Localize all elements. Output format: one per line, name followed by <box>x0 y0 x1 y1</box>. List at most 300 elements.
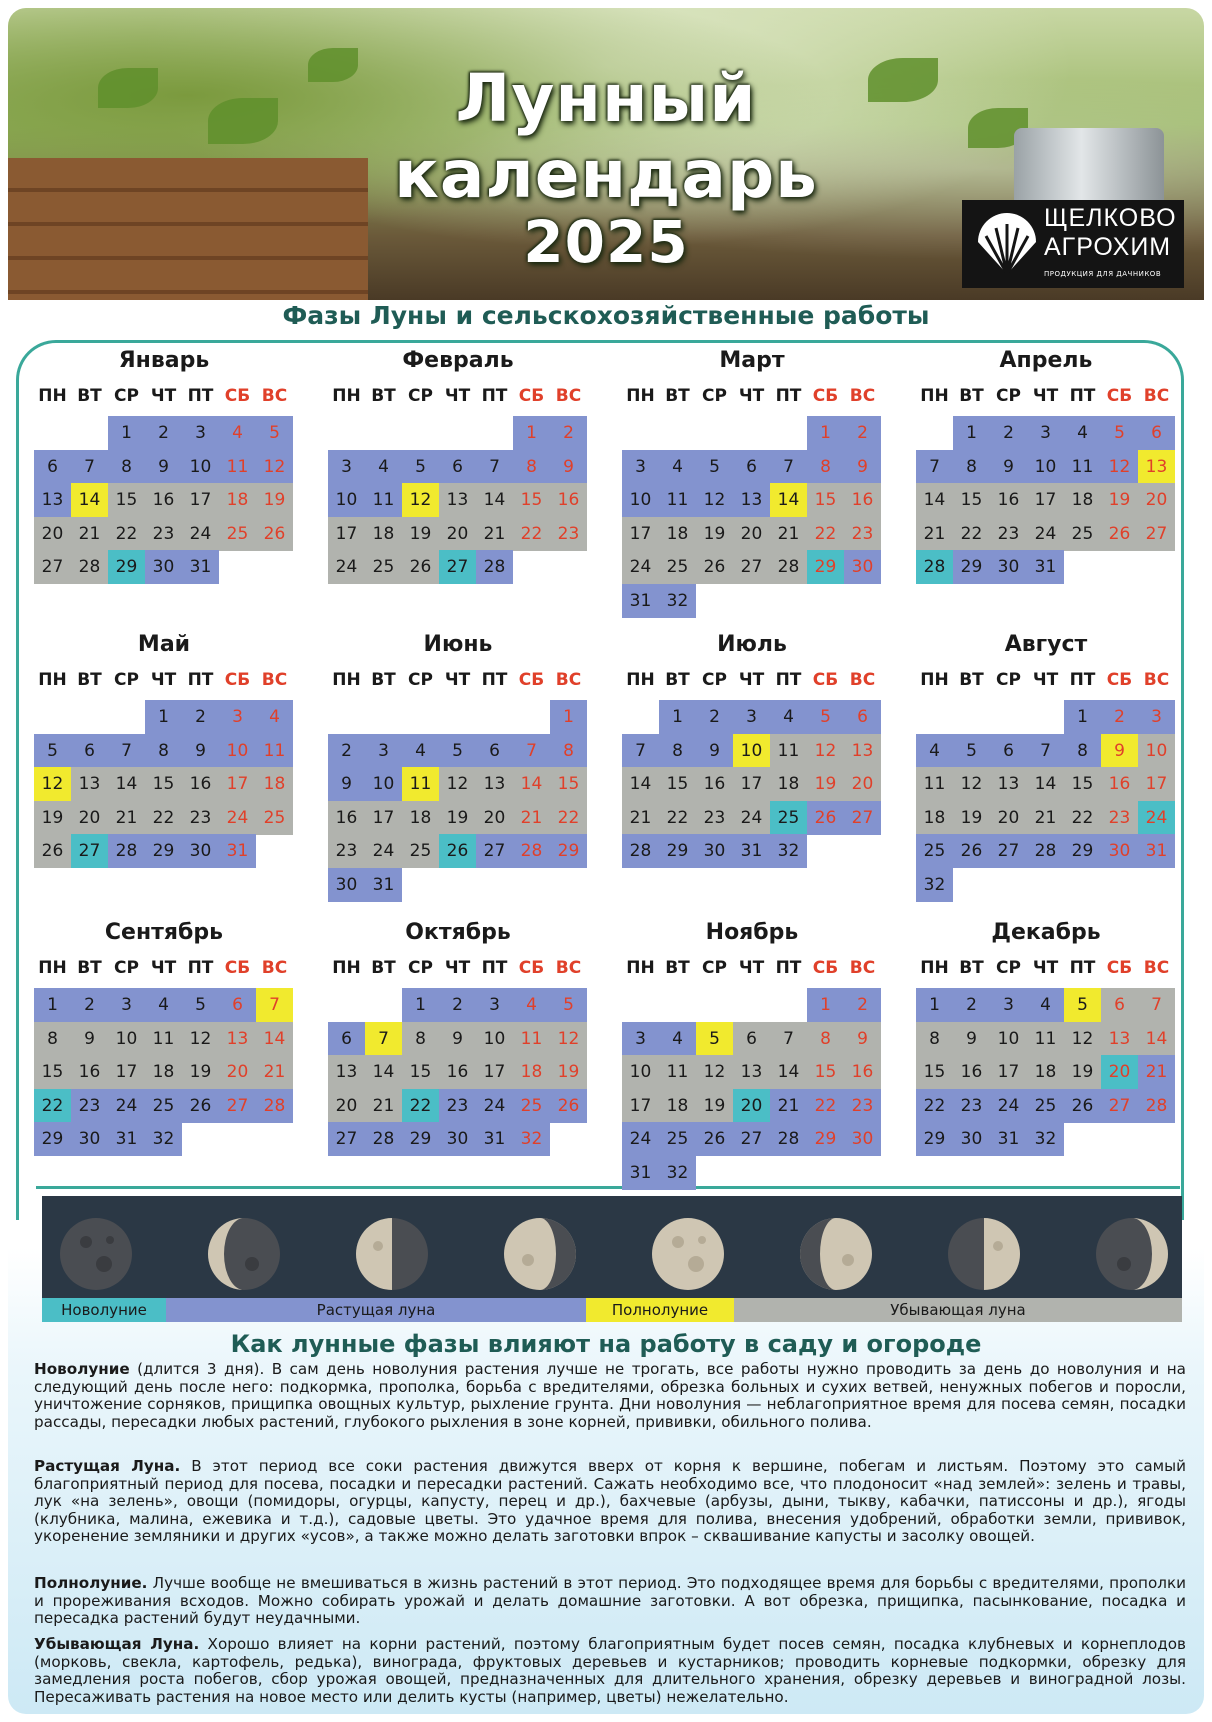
day-cell: 25 <box>145 1089 182 1123</box>
day-cell: 29 <box>34 1122 71 1156</box>
weekday-label: СБ <box>518 958 545 978</box>
day-cell: 30 <box>990 550 1027 584</box>
day-cell: 25 <box>916 834 953 868</box>
day-cell: 22 <box>550 801 587 835</box>
day-cell: 23 <box>696 801 733 835</box>
weekday-label: ЧТ <box>738 670 765 690</box>
day-cell: 7 <box>256 988 293 1022</box>
day-cell: 6 <box>71 734 108 768</box>
day-cell: 21 <box>476 517 513 551</box>
day-cell: 6 <box>733 450 770 484</box>
day-cell: 13 <box>439 483 476 517</box>
weekday-label: ПН <box>332 958 361 978</box>
day-cell: 28 <box>365 1122 402 1156</box>
full-moon-icon <box>650 1216 726 1292</box>
day-cell: 7 <box>1027 734 1064 768</box>
day-cell: 18 <box>365 517 402 551</box>
day-cell: 23 <box>844 517 881 551</box>
weekday-label: ЧТ <box>1032 386 1059 406</box>
day-cell: 23 <box>550 517 587 551</box>
day-cell: 11 <box>770 734 807 768</box>
day-cell: 25 <box>1027 1089 1064 1123</box>
day-cell: 31 <box>182 550 219 584</box>
weekday-label: СБ <box>518 386 545 406</box>
day-cell: 13 <box>733 483 770 517</box>
day-cell: 31 <box>1138 834 1175 868</box>
day-cell: 21 <box>1138 1055 1175 1089</box>
day-cell: 21 <box>513 801 550 835</box>
weekday-label: ПН <box>626 958 655 978</box>
day-cell: 8 <box>1064 734 1101 768</box>
day-cell: 9 <box>145 450 182 484</box>
weekday-label: ПТ <box>187 386 214 406</box>
weekday-label: ЧТ <box>150 386 177 406</box>
weekday-label: ВС <box>555 670 582 690</box>
day-cell: 8 <box>659 734 696 768</box>
weekday-header <box>34 670 294 694</box>
day-cell: 20 <box>990 801 1027 835</box>
weekday-label: ВС <box>261 670 288 690</box>
day-cell: 26 <box>1101 517 1138 551</box>
day-cell: 1 <box>659 700 696 734</box>
day-cell: 27 <box>328 1122 365 1156</box>
day-cell: 2 <box>71 988 108 1022</box>
day-cell: 21 <box>256 1055 293 1089</box>
day-cell: 17 <box>622 517 659 551</box>
day-cell: 14 <box>1027 767 1064 801</box>
weekday-label: ПН <box>626 670 655 690</box>
day-cell: 19 <box>439 801 476 835</box>
day-cell: 20 <box>1101 1055 1138 1089</box>
day-cell: 7 <box>622 734 659 768</box>
month-name: Август <box>1004 632 1088 657</box>
day-cell: 28 <box>71 550 108 584</box>
weekday-label: ВС <box>1143 958 1170 978</box>
day-cell: 18 <box>770 767 807 801</box>
month-name: Март <box>719 348 785 373</box>
day-cell: 11 <box>145 1022 182 1056</box>
day-cell: 28 <box>916 550 953 584</box>
weekday-label: ВС <box>555 386 582 406</box>
day-cell: 19 <box>807 767 844 801</box>
weekday-label: СБ <box>224 670 251 690</box>
day-cell: 14 <box>71 483 108 517</box>
day-cell: 7 <box>476 450 513 484</box>
day-cell: 15 <box>34 1055 71 1089</box>
paragraph-waxing <box>34 1458 1186 1546</box>
day-cell: 8 <box>550 734 587 768</box>
day-cell: 11 <box>402 767 439 801</box>
day-cell: 30 <box>439 1122 476 1156</box>
day-cell: 20 <box>1138 483 1175 517</box>
day-cell: 12 <box>807 734 844 768</box>
day-cell: 28 <box>1027 834 1064 868</box>
day-cell: 3 <box>733 700 770 734</box>
month-name: Январь <box>118 348 210 373</box>
paragraph-text: (длится 3 дня). В сам день новолуния растения лучше не трогать, все работы нужно проводить за день до новолуния и на следующий день после него: подкормка, прополка, борьба с вредителями, обрезка больных и сухих ветвей, ненужных побегов и поросли, уничтожение сорняков, прищипка овощных культур, рыхление грунта. Дни новолуния — неблагоприятное время для посева семян, посадки рассады, пересадки любых растений, глубокого рыхления в зоне корней, прививки, обильного полива. <box>34 1360 1186 1431</box>
day-cell: 20 <box>476 801 513 835</box>
day-cell: 5 <box>439 734 476 768</box>
weekday-label: ПТ <box>481 386 508 406</box>
day-cell: 7 <box>770 1022 807 1056</box>
day-cell: 15 <box>145 767 182 801</box>
calendar-page <box>8 8 1204 1714</box>
day-cell: 11 <box>1064 450 1101 484</box>
day-cell: 1 <box>953 416 990 450</box>
day-cell: 22 <box>145 801 182 835</box>
day-cell: 9 <box>696 734 733 768</box>
weekday-label: ПТ <box>775 958 802 978</box>
day-cell: 18 <box>513 1055 550 1089</box>
day-cell: 2 <box>439 988 476 1022</box>
weekday-header <box>34 386 294 410</box>
day-cell: 13 <box>844 734 881 768</box>
day-cell: 23 <box>439 1089 476 1123</box>
day-cell: 6 <box>34 450 71 484</box>
day-cell: 25 <box>365 550 402 584</box>
weekday-label: ПН <box>332 670 361 690</box>
logo-name-line-1: ЩЕЛКОВО <box>1044 204 1177 232</box>
day-cell: 14 <box>916 483 953 517</box>
legend-waning: Убывающая луна <box>734 1298 1182 1322</box>
day-cell: 4 <box>513 988 550 1022</box>
weekday-header <box>916 386 1176 410</box>
day-cell: 23 <box>990 517 1027 551</box>
day-cell: 2 <box>328 734 365 768</box>
weekday-label: ВС <box>849 670 876 690</box>
day-cell: 13 <box>476 767 513 801</box>
day-cell: 4 <box>1027 988 1064 1022</box>
day-cell: 5 <box>807 700 844 734</box>
weekday-label: ВТ <box>665 670 690 690</box>
day-cell: 4 <box>1064 416 1101 450</box>
day-cell: 10 <box>365 767 402 801</box>
day-cell: 1 <box>402 988 439 1022</box>
day-cell: 27 <box>990 834 1027 868</box>
weekday-label: ВС <box>555 958 582 978</box>
day-cell: 22 <box>807 517 844 551</box>
day-cell: 1 <box>513 416 550 450</box>
day-cell: 1 <box>550 700 587 734</box>
day-cell: 32 <box>770 834 807 868</box>
day-cell: 14 <box>365 1055 402 1089</box>
day-cell: 2 <box>550 416 587 450</box>
day-cell: 27 <box>476 834 513 868</box>
weekday-label: СР <box>114 670 139 690</box>
brand-logo <box>962 200 1184 288</box>
day-cell: 16 <box>71 1055 108 1089</box>
day-cell: 32 <box>513 1122 550 1156</box>
day-cell: 24 <box>622 550 659 584</box>
day-cell: 17 <box>108 1055 145 1089</box>
weekday-label: ВТ <box>371 670 396 690</box>
month-name: Июнь <box>423 632 493 657</box>
month-name: Ноябрь <box>705 920 799 945</box>
waxing-crescent-moon-icon <box>206 1216 282 1292</box>
day-cell: 3 <box>622 450 659 484</box>
last-quarter-moon-icon <box>946 1216 1022 1292</box>
weekday-label: ВТ <box>959 386 984 406</box>
day-cell: 4 <box>659 1022 696 1056</box>
waning-crescent-moon-icon <box>1094 1216 1170 1292</box>
weekday-label: ЧТ <box>738 958 765 978</box>
month-name: Октябрь <box>405 920 511 945</box>
day-cell: 14 <box>476 483 513 517</box>
day-cell: 4 <box>219 416 256 450</box>
weekday-header <box>328 386 588 410</box>
weekday-label: ВС <box>261 386 288 406</box>
day-cell: 5 <box>34 734 71 768</box>
weekday-label: ВТ <box>665 386 690 406</box>
weekday-label: СР <box>702 670 727 690</box>
day-cell: 4 <box>916 734 953 768</box>
weekday-header <box>622 958 882 982</box>
paragraph-full-moon <box>34 1575 1186 1628</box>
day-cell: 21 <box>108 801 145 835</box>
day-cell: 15 <box>807 1055 844 1089</box>
day-cell: 17 <box>182 483 219 517</box>
waxing-gibbous-moon-icon <box>502 1216 578 1292</box>
day-cell: 24 <box>476 1089 513 1123</box>
day-cell: 20 <box>733 1089 770 1123</box>
weekday-label: СБ <box>518 670 545 690</box>
day-cell: 32 <box>145 1122 182 1156</box>
weekday-label: ЧТ <box>444 670 471 690</box>
day-cell: 31 <box>219 834 256 868</box>
day-cell: 24 <box>733 801 770 835</box>
weekday-label: ПН <box>332 386 361 406</box>
day-cell: 27 <box>219 1089 256 1123</box>
day-cell: 13 <box>219 1022 256 1056</box>
day-cell: 3 <box>990 988 1027 1022</box>
day-cell: 2 <box>182 700 219 734</box>
day-cell: 26 <box>439 834 476 868</box>
weekday-header <box>34 958 294 982</box>
weekday-label: СР <box>408 958 433 978</box>
day-cell: 4 <box>659 450 696 484</box>
day-cell: 12 <box>182 1022 219 1056</box>
paragraph-title: Растущая Луна. <box>34 1457 181 1475</box>
day-cell: 20 <box>328 1089 365 1123</box>
day-cell: 6 <box>219 988 256 1022</box>
day-cell: 29 <box>145 834 182 868</box>
day-cell: 9 <box>990 450 1027 484</box>
logo-tagline: ПРОДУКЦИЯ ДЛЯ ДАЧНИКОВ <box>1044 270 1162 278</box>
weekday-label: ВТ <box>77 670 102 690</box>
day-cell: 15 <box>513 483 550 517</box>
day-cell: 31 <box>733 834 770 868</box>
day-cell: 10 <box>1027 450 1064 484</box>
day-cell: 9 <box>550 450 587 484</box>
day-cell: 26 <box>696 1122 733 1156</box>
day-cell: 8 <box>108 450 145 484</box>
weekday-label: СР <box>408 670 433 690</box>
weekday-header <box>916 958 1176 982</box>
day-cell: 1 <box>807 988 844 1022</box>
weekday-label: ПТ <box>775 386 802 406</box>
day-cell: 9 <box>439 1022 476 1056</box>
day-cell: 18 <box>1027 1055 1064 1089</box>
day-cell: 1 <box>1064 700 1101 734</box>
day-cell: 5 <box>953 734 990 768</box>
weekday-label: СР <box>408 386 433 406</box>
day-cell: 23 <box>844 1089 881 1123</box>
day-cell: 16 <box>550 483 587 517</box>
weekday-label: ВТ <box>959 958 984 978</box>
day-cell: 16 <box>439 1055 476 1089</box>
weekday-label: ПТ <box>481 958 508 978</box>
day-cell: 18 <box>659 1089 696 1123</box>
day-cell: 1 <box>807 416 844 450</box>
day-cell: 25 <box>770 801 807 835</box>
day-cell: 27 <box>71 834 108 868</box>
day-cell: 17 <box>219 767 256 801</box>
day-cell: 24 <box>182 517 219 551</box>
weekday-label: СБ <box>1106 958 1133 978</box>
weekday-label: ВС <box>1143 386 1170 406</box>
day-cell: 26 <box>807 801 844 835</box>
day-cell: 14 <box>108 767 145 801</box>
day-cell: 12 <box>550 1022 587 1056</box>
day-cell: 19 <box>182 1055 219 1089</box>
day-cell: 16 <box>990 483 1027 517</box>
weekday-label: ЧТ <box>738 386 765 406</box>
day-cell: 27 <box>733 550 770 584</box>
day-cell: 28 <box>770 1122 807 1156</box>
day-cell: 19 <box>696 1089 733 1123</box>
day-cell: 15 <box>108 483 145 517</box>
day-cell: 25 <box>402 834 439 868</box>
day-cell: 17 <box>1138 767 1175 801</box>
day-cell: 15 <box>659 767 696 801</box>
day-cell: 1 <box>108 416 145 450</box>
day-cell: 28 <box>1138 1089 1175 1123</box>
day-cell: 30 <box>328 868 365 902</box>
day-cell: 8 <box>145 734 182 768</box>
day-cell: 3 <box>328 450 365 484</box>
day-cell: 22 <box>402 1089 439 1123</box>
day-cell: 20 <box>439 517 476 551</box>
month-name: Февраль <box>402 348 514 373</box>
day-cell: 29 <box>402 1122 439 1156</box>
day-cell: 10 <box>990 1022 1027 1056</box>
day-cell: 17 <box>990 1055 1027 1089</box>
weekday-label: ПТ <box>1069 958 1096 978</box>
day-cell: 28 <box>770 550 807 584</box>
weekday-label: ПТ <box>187 958 214 978</box>
day-cell: 10 <box>622 1055 659 1089</box>
day-cell: 4 <box>770 700 807 734</box>
weekday-label: ПТ <box>1069 386 1096 406</box>
day-cell: 6 <box>844 700 881 734</box>
day-cell: 2 <box>1101 700 1138 734</box>
day-cell: 19 <box>696 517 733 551</box>
day-cell: 24 <box>990 1089 1027 1123</box>
day-cell: 14 <box>622 767 659 801</box>
day-cell: 31 <box>990 1122 1027 1156</box>
weekday-header <box>622 386 882 410</box>
day-cell: 5 <box>1101 416 1138 450</box>
day-cell: 2 <box>844 988 881 1022</box>
day-cell: 11 <box>1027 1022 1064 1056</box>
day-cell: 5 <box>182 988 219 1022</box>
month-name: Декабрь <box>991 920 1101 945</box>
weekday-label: СБ <box>812 958 839 978</box>
day-cell: 8 <box>34 1022 71 1056</box>
day-cell: 25 <box>256 801 293 835</box>
day-cell: 27 <box>844 801 881 835</box>
day-cell: 19 <box>256 483 293 517</box>
day-cell: 14 <box>770 483 807 517</box>
day-cell: 6 <box>990 734 1027 768</box>
day-cell: 19 <box>402 517 439 551</box>
day-cell: 4 <box>256 700 293 734</box>
paragraph-text: Хорошо влияет на корни растений, поэтому благоприятным будет посев семян, посадка клубневых и корнеплодов (морковь, свекла, картофель, редька), винограда, фруктовых деревьев и кустарников; проводить корневые подкормки, обрезку для замедления роста побегов, сбор урожая овощей, предназначенных для длительного хранения, обрезку деревьев и виноградной лозы. Пересаживать растения на новое место или делить кусты (например, цветы) нежелательно. <box>34 1635 1186 1706</box>
paragraph-waning <box>34 1636 1186 1706</box>
day-cell: 32 <box>1027 1122 1064 1156</box>
waning-gibbous-moon-icon <box>798 1216 874 1292</box>
new-moon-icon <box>58 1216 134 1292</box>
day-cell: 5 <box>550 988 587 1022</box>
day-cell: 31 <box>365 868 402 902</box>
weekday-label: ВТ <box>665 958 690 978</box>
weekday-header <box>328 958 588 982</box>
day-cell: 2 <box>844 416 881 450</box>
day-cell: 16 <box>145 483 182 517</box>
day-cell: 26 <box>1064 1089 1101 1123</box>
day-cell: 30 <box>1101 834 1138 868</box>
day-cell: 20 <box>34 517 71 551</box>
day-cell: 31 <box>622 1156 659 1190</box>
day-cell: 30 <box>182 834 219 868</box>
day-cell: 28 <box>513 834 550 868</box>
day-cell: 24 <box>219 801 256 835</box>
shell-logo-icon <box>972 208 1042 278</box>
day-cell: 8 <box>916 1022 953 1056</box>
day-cell: 21 <box>365 1089 402 1123</box>
day-cell: 28 <box>622 834 659 868</box>
day-cell: 30 <box>71 1122 108 1156</box>
day-cell: 27 <box>439 550 476 584</box>
day-cell: 11 <box>219 450 256 484</box>
day-cell: 27 <box>34 550 71 584</box>
day-cell: 27 <box>1138 517 1175 551</box>
weekday-label: ВТ <box>77 386 102 406</box>
day-cell: 11 <box>365 483 402 517</box>
day-cell: 6 <box>1138 416 1175 450</box>
day-cell: 16 <box>696 767 733 801</box>
day-cell: 25 <box>219 517 256 551</box>
day-cell: 2 <box>696 700 733 734</box>
day-cell: 22 <box>108 517 145 551</box>
legend-waxing: Растущая луна <box>166 1298 586 1322</box>
day-cell: 9 <box>844 450 881 484</box>
weekday-label: СР <box>996 386 1021 406</box>
weekday-label: ПН <box>920 670 949 690</box>
day-cell: 14 <box>256 1022 293 1056</box>
month-name: Апрель <box>999 348 1093 373</box>
day-cell: 8 <box>953 450 990 484</box>
weekday-label: ЧТ <box>150 958 177 978</box>
day-cell: 3 <box>365 734 402 768</box>
day-cell: 29 <box>108 550 145 584</box>
day-cell: 23 <box>145 517 182 551</box>
paragraph-text: Лучше вообще не вмешиваться в жизнь растений в этот период. Это подходящее время для борьбы с вредителями, прополки и прореживания всходов. Можно собирать урожай и делать домашние заготовки. А вот обрезка, прищипка, пасынкование, посадка и пересадка растений будут неудачными. <box>34 1574 1186 1628</box>
weekday-header <box>328 670 588 694</box>
weekday-label: ЧТ <box>444 958 471 978</box>
day-cell: 15 <box>550 767 587 801</box>
day-cell: 10 <box>1138 734 1175 768</box>
